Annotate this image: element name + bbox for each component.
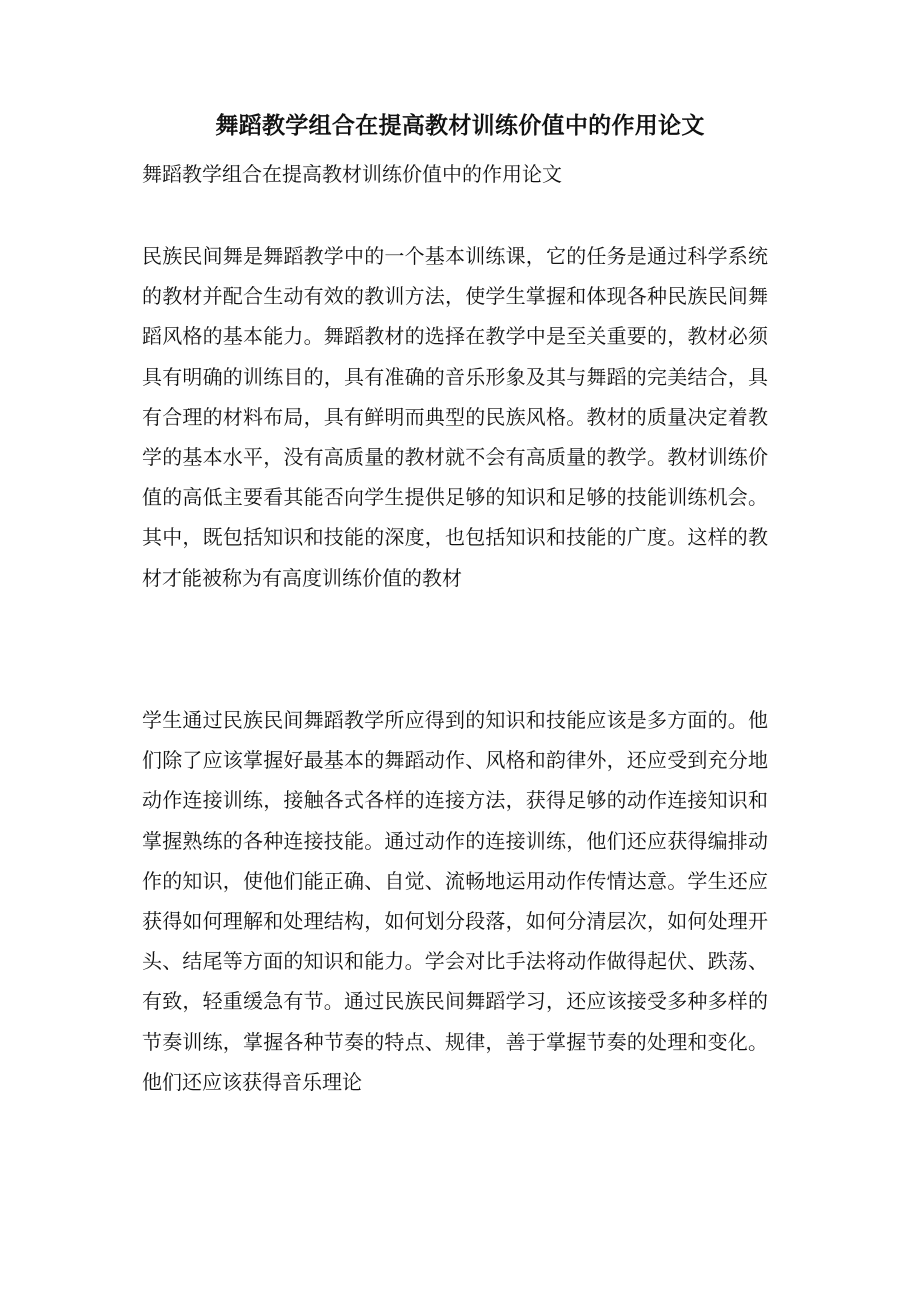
body-paragraph: 学生通过民族民间舞蹈教学所应得到的知识和技能应该是多方面的。他们除了应该掌握好最基本的舞蹈动作、风格和韵律外，还应受到充分地动作连接训练，接触各式各样的连接方法，获得足够的动作连接知识和掌握熟练的各种连接技能。通过动作的连接训练，他们还应获得编排动作的知识，使他们能正确、自觉、流畅地运用动作传情达意。学生还应获得如何理解和处理结构，如何划分段落，如何分清层次，如何处理开头、结尾等方面的知识和能力。学会对比手法将动作做得起伏、跌荡、有致，轻重缓急有节。通过民族民间舞蹈学习，还应该接受多种多样的节奏训练，掌握各种节奏的特点、规律，善于掌握节奏的处理和变化。他们还应该获得音乐理论 (142, 708, 768, 1094)
document-title: 舞蹈教学组合在提高教材训练价值中的作用论文 (215, 112, 705, 139)
body-paragraph: 民族民间舞是舞蹈教学中的一个基本训练课，它的任务是通过科学系统的教材并配合生动有效的教训方法，使学生掌握和体现各种民族民间舞蹈风格的基本能力。舞蹈教材的选择在教学中是至关重要的，教材必须具有明确的训练目的，具有准确的音乐形象及其与舞蹈的完美结合，具有合理的材料布局，具有鲜明而典型的民族风格。教材的质量决定着教学的基本水平，没有高质量的教材就不会有高质量的教学。教材训练价值的高低主要看其能否向学生提供足够的知识和足够的技能训练机会。其中，既包括知识和技能的深度，也包括知识和技能的广度。这样的教材才能被称为有高度训练价值的教材 (142, 244, 768, 590)
document-subtitle: 舞蹈教学组合在提高教材训练价值中的作用论文 (142, 162, 562, 186)
